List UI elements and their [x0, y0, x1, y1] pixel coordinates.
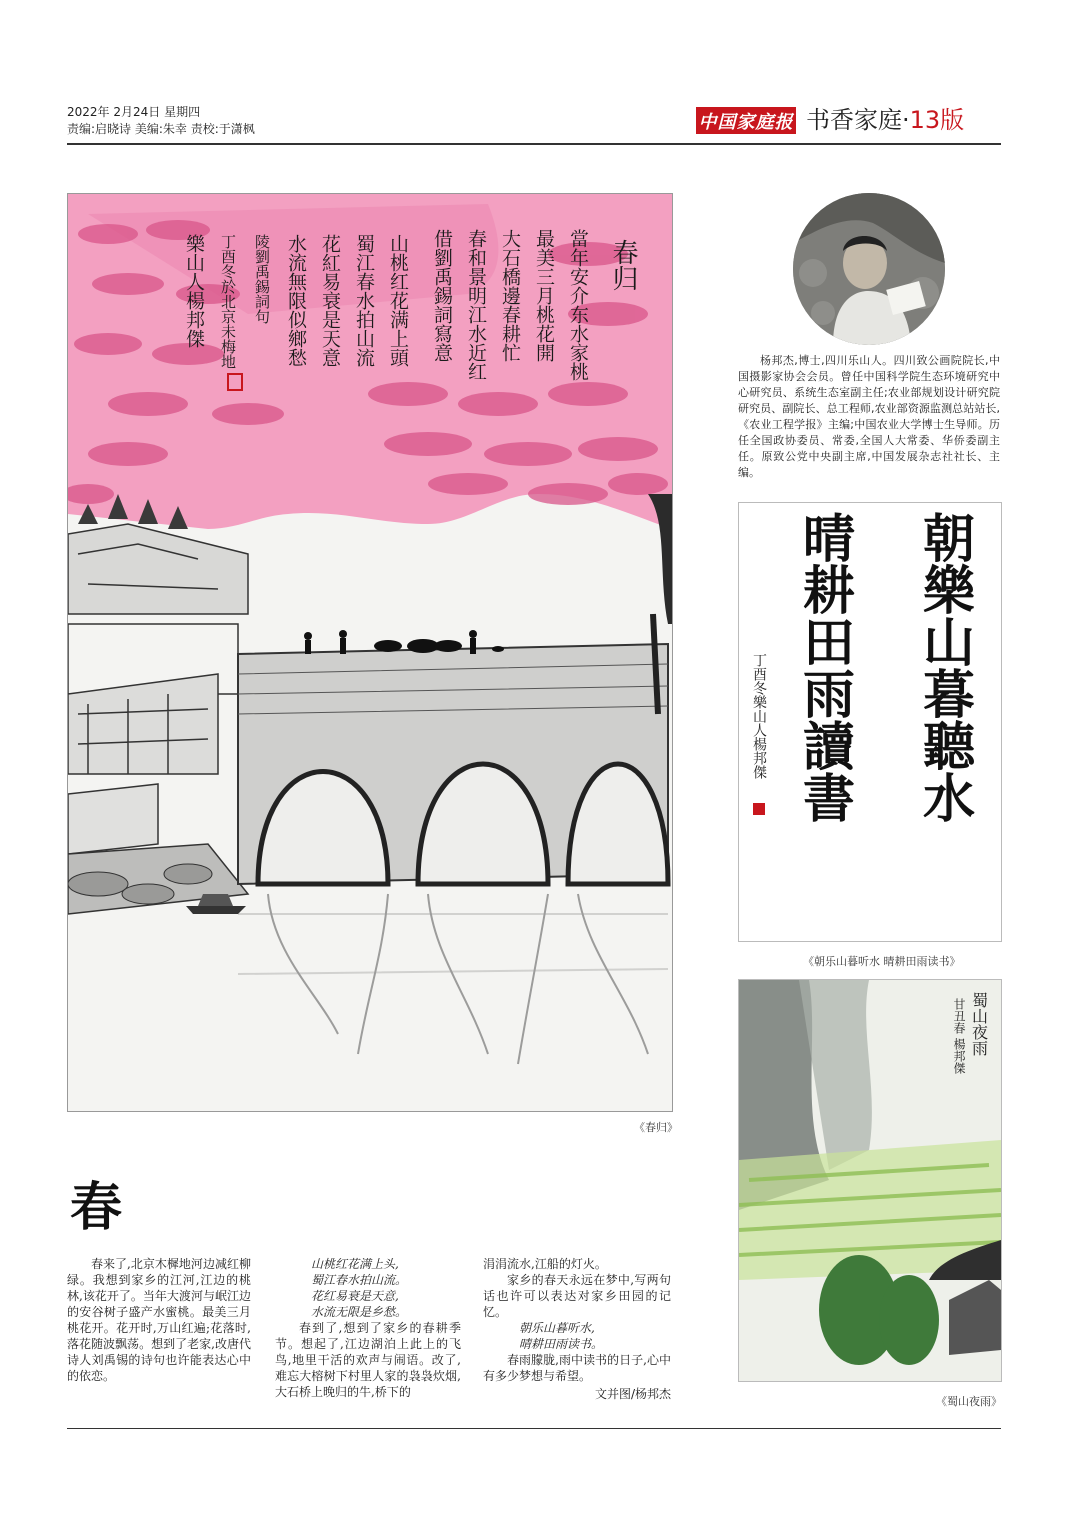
- poem-line: 蜀江春水拍山流。: [311, 1273, 408, 1287]
- inscription-column: 陵劉禹錫詞句: [253, 234, 271, 324]
- issue-date: 2022年 2月24日 星期四: [67, 105, 201, 119]
- poem-line: 山桃红花满上头,: [311, 1257, 399, 1271]
- calligraphy-scroll: [738, 502, 1002, 942]
- calligraphy-art: [739, 503, 1001, 941]
- author-portrait: [793, 193, 945, 345]
- article-paragraph: 涓涓流水,江船的灯火。: [483, 1257, 607, 1271]
- header-rule: [67, 143, 1001, 145]
- editor-credits: 责编:启晓诗 美编:朱幸 责校:于潇枫: [67, 122, 255, 136]
- poem-line: 水流无限是乡愁。: [311, 1305, 408, 1319]
- village-houses: [68, 524, 248, 914]
- calligraphy-caption: 《朝乐山暮听水 晴耕田雨读书》: [803, 955, 961, 968]
- landscape-title: 蜀山夜雨: [969, 992, 989, 1056]
- inscription-column: 山桃红花满上頭: [387, 234, 409, 367]
- section-name: 书香家庭·: [806, 106, 910, 134]
- landscape-inscription: 甘丑春 楊邦傑: [952, 998, 966, 1074]
- inscription-column: 大石橋邊春耕忙: [499, 229, 521, 362]
- page-number: 13版: [909, 106, 965, 134]
- footer-rule: [67, 1428, 1001, 1429]
- newspaper-logo: 中国家庭报: [696, 107, 796, 134]
- article-title: 春: [70, 1177, 123, 1238]
- author-bio: [738, 353, 1000, 481]
- article-column-3: [483, 1256, 671, 1402]
- stone-bridge: [238, 644, 668, 884]
- poem-line: 朝乐山暮听水,: [519, 1321, 595, 1335]
- inscription-column: 蜀江春水拍山流: [353, 234, 375, 367]
- painting-spring-return: [67, 193, 673, 1112]
- inscription-column: 樂山人楊邦傑: [183, 234, 205, 348]
- poem-line: 花红易衰是天意,: [311, 1289, 399, 1303]
- river-reflection: [238, 894, 668, 1064]
- calligraphy-right-column: 朝樂山暮聽水: [913, 511, 975, 823]
- inscription-column: 水流無限似鄉愁: [285, 234, 307, 367]
- inscription-column: 春和景明江水近红: [465, 229, 487, 381]
- article-paragraph: 春来了,北京木樨地河边减红柳绿。我想到家乡的江河,江边的桃林,该花开了。当年大渡河与岷江边的安谷树子盛产水蜜桃。最美三月桃花开。花开时,万山红遍;花落时,落花随波飘荡。想到了老家,改唐代诗人刘禹锡的诗句也许能表达心中的依恋。: [67, 1257, 251, 1383]
- article-byline: 文并图/杨邦杰: [594, 1387, 671, 1401]
- inscription-column: 花紅易衰是天意: [319, 234, 341, 367]
- article-column-1: [67, 1256, 251, 1384]
- section-title: [806, 103, 964, 137]
- inscription-column: 借劉禹錫詞寫意: [431, 229, 453, 362]
- painting-main-caption: 《春归》: [634, 1121, 678, 1134]
- inscription-column: 當年安介东水家桃: [567, 229, 589, 381]
- author-bio-text: 杨邦杰,博士,四川乐山人。四川致公画院院长,中国摄影家协会会员。曾任中国科学院生态环境研究中心研究员、系统生态室副主任;农业部规划设计研究院研究员、副院长、总工程师,农业部资源监测总站站长,《农业工程学报》主编;中国农业大学博士生导师。历任全国政协委员、常委,全国人大常委、华侨委副主任。原致公党中央副主席,中国发展杂志社社长、主编。: [738, 354, 1000, 479]
- landscape-caption: 《蜀山夜雨》: [936, 1395, 1002, 1408]
- article-paragraph: 春到了,想到了家乡的春耕季节。想起了,江边湖泊上此上的飞鸟,地里干活的欢声与闹语。改了,难忘大榕树下村里人家的袅袅炊烟,大石桥上晚归的牛,桥下的: [275, 1321, 461, 1399]
- inscription-column: 丁酉冬於北京未梅地: [219, 234, 237, 369]
- author-portrait-art: [793, 193, 945, 345]
- calligraphy-seal: [753, 803, 765, 815]
- article-column-2: [275, 1256, 461, 1400]
- painting-spring-return-art: [68, 194, 672, 1111]
- painting-title: 春归: [608, 239, 638, 291]
- poem-line: 晴耕田雨读书。: [519, 1337, 604, 1351]
- calligraphy-left-column: 晴耕田雨讀書: [793, 511, 855, 823]
- painting-shu-mountain-rain-art: [739, 980, 1001, 1381]
- inscription-column: 最美三月桃花開: [533, 229, 555, 362]
- calligraphy-signature: 丁酉冬樂山人楊邦傑: [751, 653, 767, 779]
- article-paragraph: 春雨朦胧,雨中读书的日子,心中有多少梦想与希望。: [483, 1353, 671, 1383]
- article-paragraph: 家乡的春天永远在梦中,写两句话也许可以表达对家乡田园的记忆。: [483, 1273, 671, 1319]
- painting-shu-mountain-rain: [738, 979, 1002, 1382]
